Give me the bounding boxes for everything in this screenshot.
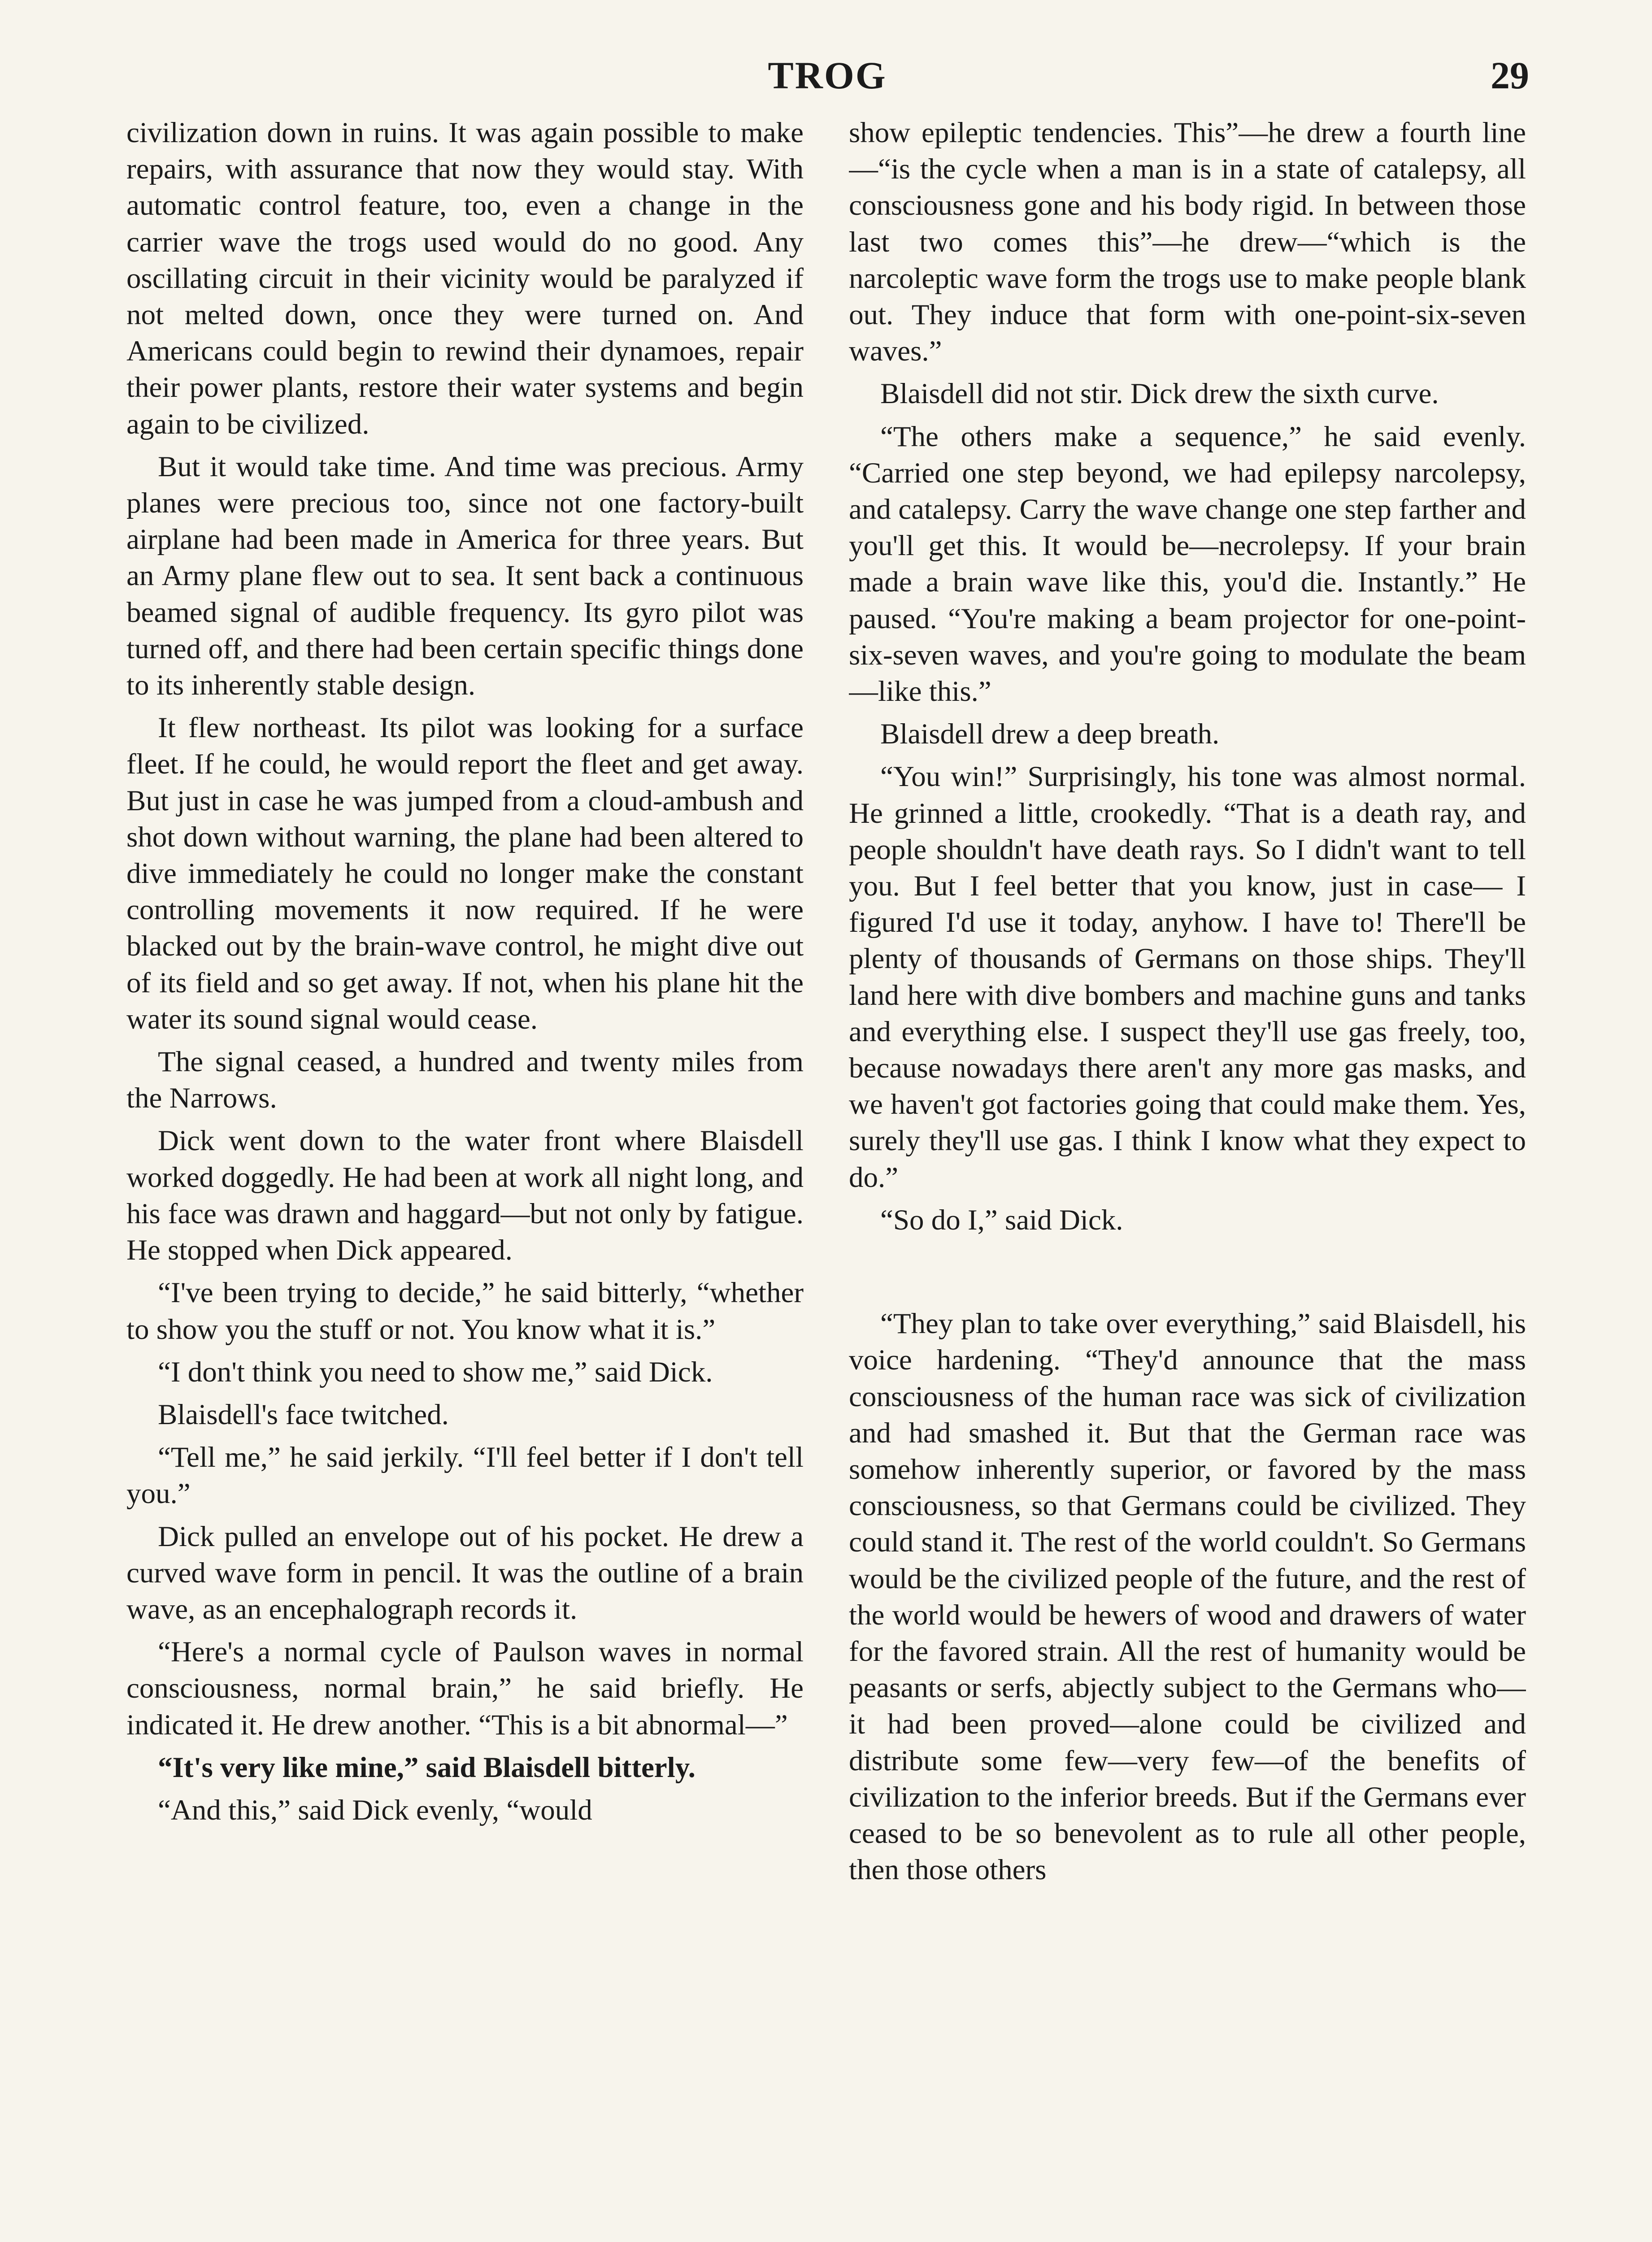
paragraph: “I don't think you need to show me,” said Dick. [158, 1356, 713, 1388]
paragraph: Blaisdell's face twitched. [158, 1398, 449, 1431]
paragraph: “And this,” said Dick evenly, “would [158, 1794, 592, 1826]
left-column [126, 115, 804, 2242]
paragraph: “I've been trying to decide,” he said bitterly, “whether to show you the stuff or not. You know what it is.” [126, 1277, 804, 1346]
paragraph: Blaisdell did not stir. Dick drew the sixth curve. [880, 378, 1439, 410]
paragraph: Dick pulled an envelope out of his pocket. He drew a curved wave form in pencil. It was the outline of a brain wave, as an encephalograph records it. [126, 1520, 804, 1625]
page-header [126, 53, 1529, 102]
paragraph: It flew northeast. Its pilot was looking for a surface fleet. If he could, he would report the fleet and get away. But just in case he was jumped from a cloud-ambush and shot down without warning, the plane had been altered to dive immediately he could no longer make the constant controlling movements it now required. If he were blacked out by the brain-wave control, he might dive out of its field and so get away. If not, when his plane hit the water its sound signal would cease. [126, 712, 804, 1035]
right-column [849, 115, 1526, 2242]
paragraph: show epileptic tendencies. This”—he drew a fourth line—“is the cycle when a man is in a state of catalepsy, all consciousness gone and his body rigid. In between those last two comes this”—he drew—“which is the narcoleptic wave form the trogs use to make people blank out. They induce that form with one-point-six-seven waves.” [849, 117, 1526, 368]
running-title: TROG [768, 54, 887, 97]
paragraph: civilization down in ruins. It was again possible to make repairs, with assurance that now they would stay. With automatic control feature, too, even a change in the carrier wave the trogs used would do no good. Any oscillating circuit in their vicinity would be paralyzed if not melted down, once they were turned on. And Americans could begin to rewind their dynamoes, repair their power plants, restore their water systems and begin again to be civilized. [126, 117, 804, 440]
paragraph: “You win!” Surprisingly, his tone was almost normal. He grinned a little, crookedly. “That is a death ray, and people shouldn't have death rays. So I didn't want to tell you. But I feel better that you know, just in case— I figured I'd use it today, anyhow. I have to! There'll be plenty of thousands of Germans on those ships. They'll land here with dive bombers and machine guns and tanks and everything else. I suspect they'll use gas freely, too, because nowadays there aren't any more gas masks, and we haven't got factories going that could make them. Yes, surely they'll use gas. I think I know what they expect to do.” [849, 760, 1526, 1194]
page-number: 29 [1491, 54, 1529, 97]
paragraph: “Here's a normal cycle of Paulson waves in normal consciousness, normal brain,” he said briefly. He indicated it. He drew another. “This is a bit abnormal—” [126, 1636, 804, 1741]
paragraph: “So do I,” said Dick. [880, 1204, 1123, 1236]
paragraph: “The others make a sequence,” he said evenly. “Carried one step beyond, we had epilepsy narcolepsy, and catalepsy. Carry the wave change one step farther and you'll get this. It would be—necrolepsy. If your brain made a brain wave like this, you'd die. Instantly.” He paused. “You're making a beam projector for one-point-six-seven waves, and you're going to modulate the beam—like this.” [849, 420, 1526, 708]
paragraph: “Tell me,” he said jerkily. “I'll feel better if I don't tell you.” [126, 1441, 804, 1510]
paragraph: “It's very like mine,” said Blaisdell bitterly. [158, 1751, 696, 1784]
paragraph: The signal ceased, a hundred and twenty miles from the Narrows. [126, 1046, 804, 1115]
paragraph: But it would take time. And time was precious. Army planes were precious too, since not one factory-built airplane had been made in America for three years. But an Army plane flew out to sea. It sent back a continuous beamed signal of audible frequency. Its gyro pilot was turned off, and there had been certain specific things done to its inherently stable design. [126, 450, 804, 702]
paragraph: Blaisdell drew a deep breath. [880, 718, 1220, 751]
paragraph: Dick went down to the water front where Blaisdell worked doggedly. He had been at work all night long, and his face was drawn and haggard—but not only by fatigue. He stopped when Dick appeared. [126, 1125, 804, 1267]
paragraph: “They plan to take over everything,” said Blaisdell, his voice hardening. “They'd announce that the mass consciousness of the human race was sick of civilization and had smashed it. But that the German race was somehow inherently superior, or favored by the mass consciousness, so that Germans could be civilized. They could stand it. The rest of the world couldn't. So Germans would be the civilized people of the future, and the rest of the world would be hewers of wood and drawers of water for the favored strain. All the rest of humanity would be peasants or serfs, abjectly subject to the Germans who—it had been proved—alone could be civilized and distribute some few—very few—of the benefits of civilization to the inferior breeds. But if the Germans ever ceased to be so benevolent as to rule all other people, then those others [849, 1308, 1526, 1886]
